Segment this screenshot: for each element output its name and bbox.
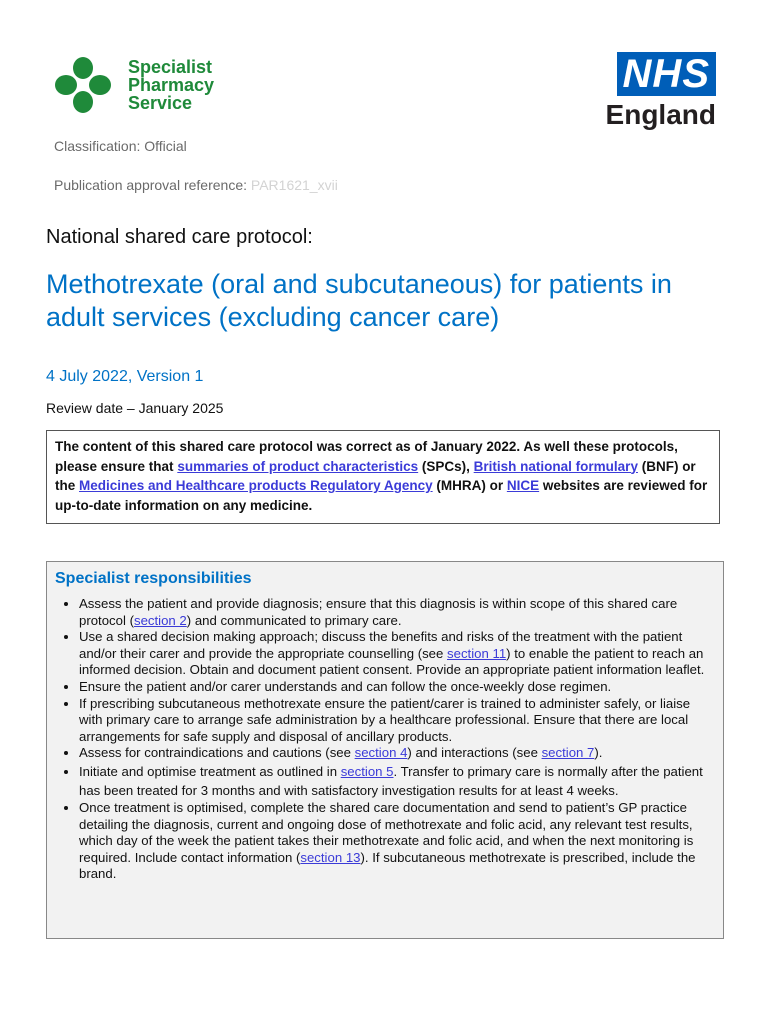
publication-ref-value: PAR1621_xvii [250, 177, 338, 193]
section-2-link[interactable]: section 2 [133, 612, 187, 628]
nice-link[interactable]: NICE [506, 478, 540, 493]
item-text: ) and communicated to primary care. [186, 612, 402, 628]
notice-text: (MHRA) or [432, 478, 507, 493]
sps-line-1: Specialist [128, 57, 213, 77]
list-item: • If prescribing subcutaneous methotrexate ensure the patient/carer is trained to administer safely, or liaise with primary care to arrange safe administration by a healthcare professional. Ensure that there are local arrangements for safe supply and disposal of ancillary products. [79, 696, 715, 746]
document-title: Methotrexate (oral and subcutaneous) for patients in adult services (excluding cancer care) [46, 269, 672, 332]
responsibilities-heading: Specialist responsibilities [55, 570, 252, 587]
notice-text: websites are reviewed for up-to-date information on any medicine. [55, 478, 708, 513]
section-13-link[interactable]: section 13 [300, 849, 361, 865]
section-11-link[interactable]: section 11 [447, 645, 507, 661]
nhs-mark: NHS [617, 52, 716, 96]
specialist-pharmacy-service-logo [52, 56, 252, 116]
specialist-responsibilities-panel [46, 561, 724, 939]
section-4-link[interactable]: section 4 [354, 745, 408, 761]
section-5-link[interactable]: section 5 [340, 763, 394, 779]
list-item: • Ensure the patient and/or carer understands and can follow the once-weekly dose regimen. [79, 679, 715, 696]
bnf-link[interactable]: British national formulary [473, 458, 638, 474]
responsibilities-list [55, 596, 715, 883]
classification: Classification: Official [54, 138, 187, 154]
item-text: Use a shared decision making approach; discuss the benefits and risks of the treatment with the patient and/or their carer and provide the appropriate counselling (see [79, 629, 683, 661]
list-item [79, 762, 715, 800]
item-text: Once treatment is optimised, complete the shared care documentation and send to patient’s GP practice detailing the diagnosis, current and ongoing dose of methotrexate and folic acid, any relevant test results, which day of the week the patient takes their methotrexate and folic acid, and when the next monitoring is required. Include contact information ( [79, 799, 694, 865]
spc-link[interactable]: summaries of product characteristics [177, 458, 419, 474]
notice-text: (BNF) or the [55, 458, 696, 493]
item-text: . Transfer to primary care is normally after the patient has been treated for 3 months and with satisfactory investigation results for at least 4 weeks. [79, 763, 703, 798]
item-text: Assess the patient and provide diagnosis; ensure that this diagnosis is within scope of this shared care protocol ( [79, 596, 678, 628]
list-item [79, 800, 715, 883]
item-text: ) and interactions (see [407, 745, 542, 761]
content-notice [46, 430, 720, 524]
publication-label: Publication approval reference: [54, 177, 251, 193]
item-text: ) to enable the patient to reach an informed decision. Obtain and document patient consent. Provide an appropriate patient information leaflet. [79, 645, 705, 678]
mhra-link[interactable]: Medicines and Healthcare products Regulatory Agency [79, 478, 433, 493]
item-text: ). [594, 745, 603, 761]
nhs-england-logo [604, 52, 716, 130]
sps-clover-icon [52, 56, 114, 114]
sps-wordmark [128, 58, 214, 112]
item-text: ). If subcutaneous methotrexate is prescribed, include the brand. [79, 849, 696, 882]
list-item [79, 745, 715, 762]
publication-reference [54, 177, 338, 193]
notice-text: The content of this shared care protocol was correct as of January 2022. As well these protocols, please ensure that [55, 439, 678, 474]
list-item [79, 596, 715, 629]
notice-text: (SPCs), [418, 458, 474, 474]
list-item [79, 629, 715, 679]
sps-line-2: Pharmacy [128, 75, 215, 95]
item-text: Initiate and optimise treatment as outlined in [79, 763, 341, 779]
item-text: Assess for contraindications and cautions (see [79, 745, 355, 761]
section-7-link[interactable]: section 7 [541, 745, 595, 761]
nhs-region: England [605, 99, 716, 130]
sps-line-3: Service [128, 93, 193, 113]
date-version: 4 July 2022, Version 1 [46, 368, 204, 385]
protocol-kicker: National shared care protocol: [46, 226, 313, 248]
review-date: Review date – January 2025 [46, 400, 224, 416]
